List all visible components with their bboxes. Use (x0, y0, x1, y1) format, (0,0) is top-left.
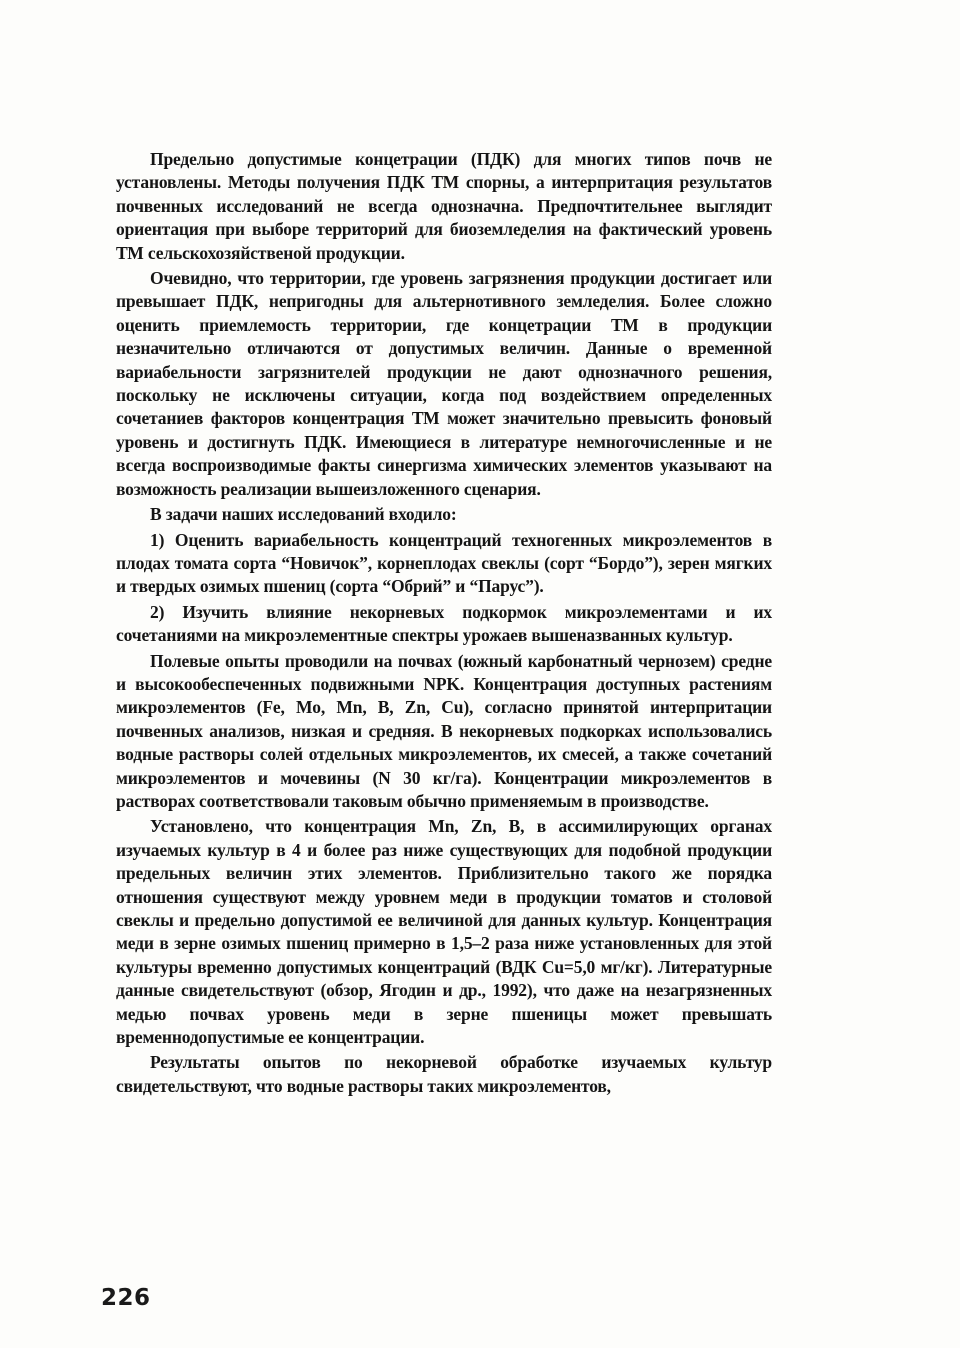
paragraph-2: Очевидно, что территории, где уровень загрязнения продукции достигает или превышает ПДК, непригодны для альтернотивного земледелия. Более сложно оценить приемлемость территории, где концетрации ТМ в продукции незначительно отличаются от допустимых величин. Данные о временной вариабельности загрязнителей продукции не дают однозначного решения, поскольку не исключены ситуации, когда под воздействием определенных сочетаниев факторов концентрация ТМ может значительно превысить фоновый уровень и достигнуть ПДК. Имеющиеся в литературе немногочисленные и не всегда воспроизводимые факты синергизма химических элементов указывают на возможность реализации вышеизложенного сценария. (116, 268, 772, 499)
page-number: 226 (101, 1285, 151, 1311)
body-text (116, 148, 772, 1098)
paragraph-7: Установлено, что концентрация Mn, Zn, B, в ассимилирующих органах изучаемых культур в 4 и более раз ниже существующих для подобной продукции предельных величин этих элементов. Приблизительно такого же порядка отношения существуют между уровнем меди в продукции томатов и столовой свеклы и предельно допустимой ее величиной для данных культур. Концентрация меди в зерне озимых пшениц примерно в 1,5–2 раза ниже установленных для этой культуры временно допустимых концентраций (ВДК Cu=5,0 мг/кг). Литературные данные свидетельствуют (обзор, Ягодин и др., 1992), что даже на незагрязненных медью почвах уровень меди в зерне пшеницы может превышать временнодопустимые ее концентрации. (116, 816, 772, 1048)
paragraph-8: Результаты опытов по некорневой обработке изучаемых культур свидетельствуют, что водные растворы таких микроэлементов, (116, 1052, 772, 1096)
paragraph-6: Полевые опыты проводили на почвах (южный карбонатный чернозем) средне и высокообеспеченных подвижными NPK. Концентрация доступных растениям микроэлементов (Fe, Mo, Mn, B, Zn, Cu), согласно принятой интерпритации почвенных анализов, низкая и средняя. В некорневых подкорках использовались водные растворы солей отдельных микроэлементов, их смесей, а также сочетаний микроэлементов и мочевины (N 30 кг/га). Концентрации микроэлементов в растворах соответствовали таковым обычно применяемым в производстве. (116, 650, 772, 811)
paragraph-5: 2) Изучить влияние некорневых подкормок микроэлементами и их сочетаниями на микроэлементные спектры урожаев вышеназванных культур. (116, 601, 772, 646)
paragraph-3: В задачи наших исследований входило: (150, 504, 457, 525)
paragraph-1: Предельно допустимые концетрации (ПДК) для многих типов почв не установлены. Методы получения ПДК ТМ спорны, а интерпритация результатов почвенных исследований не всегда однозначна. Предпочтительнее выглядит ориентация при выборе территорий для биоземледелия на фактический уровень ТМ сельскохозяйственой продукции. (116, 149, 772, 263)
paragraph-4: 1) Оценить вариабельность концентраций техногенных микроэлементов в плодах томата сорта “Новичок”, корнеплодах свеклы (сорт “Бордо”), зерен мягких и твердых озимых пшениц (сорта “Обрий” и “Парус”). (116, 529, 772, 597)
